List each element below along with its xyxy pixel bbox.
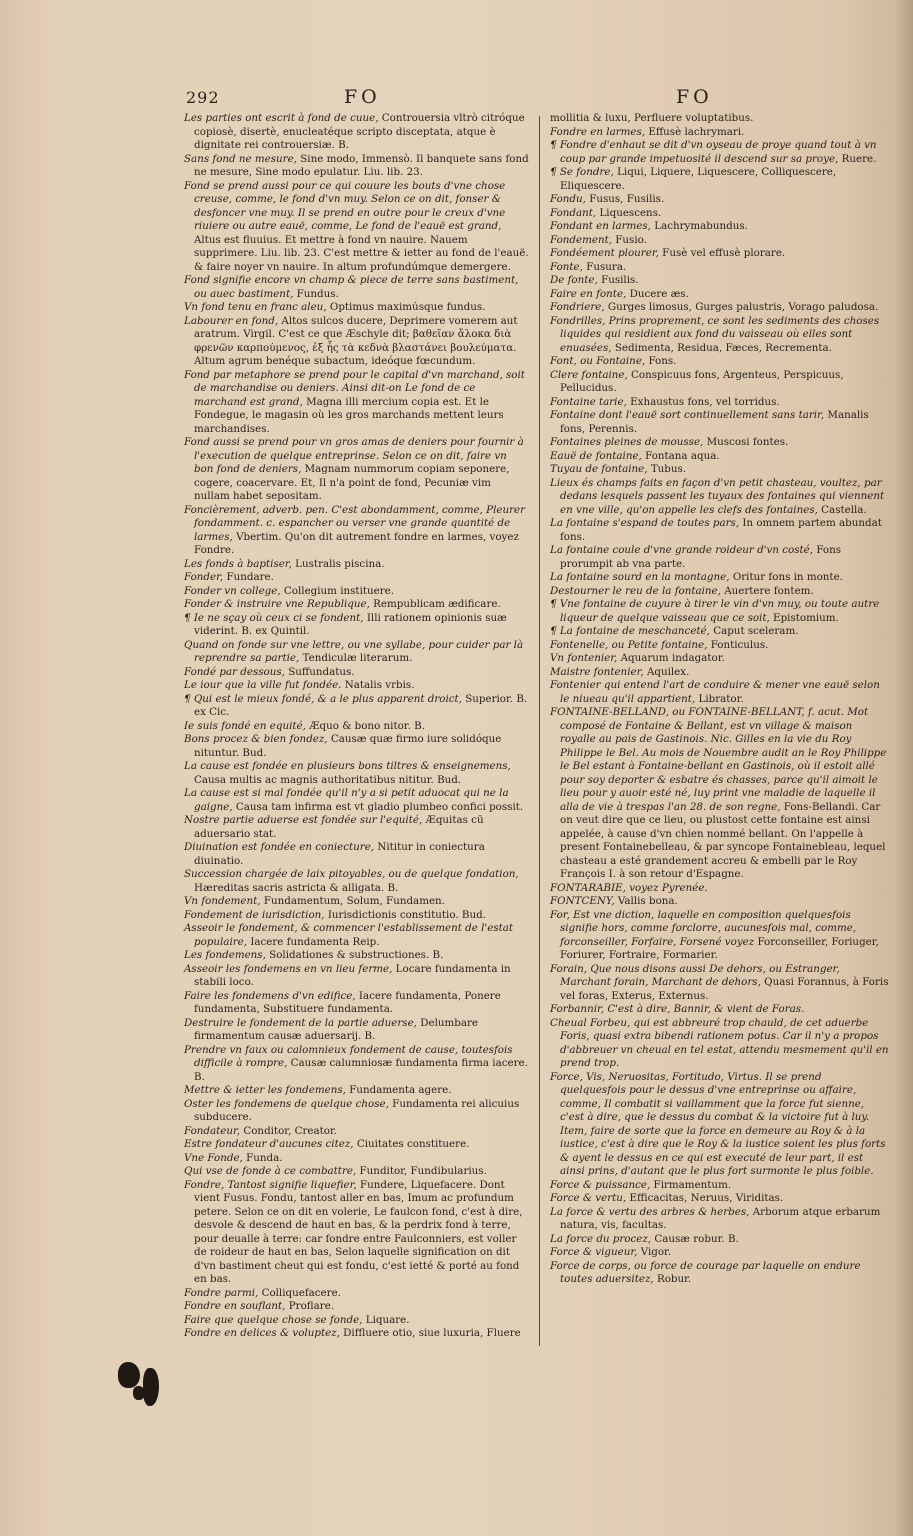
entry-french: FONTAINE-BELLAND, ou FONTAINE-BELLANT, f. acut. Mot composé de Fontaine & Bellant, est vn village & maison royalle au pais de Gastinois. Nic. Gilles en la vie du Roy Philippe le Bel. Au mois de Nouembre audit an le Roy Philippe le Bel estant à Fontaine-bellant en Gastinois, où il estoit allé pour soy deporter & esbatre és chasses, parce qu'il aimoit le lieu pour y auoir esté né, luy print vne maladie de laquelle il alla de vie à trespas l'an 28. de son regne,	[550, 706, 887, 813]
entry-french: Asseoir les fondemens en vn lieu ferme,	[184, 962, 393, 975]
entry-latin: Solidationes & substructiones. B.	[269, 949, 444, 961]
entry-latin: Conditor, Creator.	[243, 1124, 338, 1137]
entry-french: Fondé par dessous,	[184, 665, 285, 678]
entry-latin: Tendiculæ literarum.	[302, 652, 413, 664]
entry-latin: Liqui, Liquere, Liquescere, Colliquescere, Eliquescere.	[560, 166, 837, 192]
entry-french: Fondu,	[550, 193, 586, 205]
entry-latin: Magnam nummorum copiam seponere, cogere, coacervare. Et, Il n'a point de fond, Pecuniæ vim nullam habet sepositam.	[194, 463, 510, 502]
entry-latin: Epistomium.	[773, 611, 839, 624]
entry-french: La fontaine sourd en la montagne,	[550, 571, 730, 583]
entry-latin: Gurges limosus, Gurges palustris, Vorago paludosa.	[607, 301, 879, 313]
entry-french: Le iour que la ville fut fondée.	[184, 679, 342, 691]
entry-french: Force, Vis, Neruositas, Fortitudo, Virtus. Il se prend quelquesfois pour le dessus d'vne entreprinse ou affaire, comme, Il combatit si vaillamment que la force fut sienne, c'est à dire, que le dessus du combat & la victoire fut à luy. Item, faire de sorte que la force en demeure au Roy & à la iustice, c'est à dire que le Roy & la iustice soient les plus forts & ayent le dessus en ce qui est executé de leur part, il est ainsi prins, d'autant que le plus fort surmonte le plus foible.	[550, 1070, 886, 1177]
entry-latin: Fundamenta rei alicuius subducere.	[194, 1097, 520, 1123]
dictionary-entry	[184, 693, 529, 720]
entry-french: Mettre & ietter les fondemens,	[184, 1084, 346, 1096]
entry-french: ¶ Fondre d'enhaut se dit d'vn oyseau de proye quand tout à vn coup par grande impetuosité il descend sur sa proye,	[550, 139, 877, 165]
dictionary-entry	[184, 153, 529, 180]
entry-french: Fondre en souflant,	[184, 1300, 286, 1312]
dictionary-entry	[184, 679, 529, 693]
entry-french: Faire en fonte,	[550, 287, 627, 300]
entry-latin: Æquitas cū aduersario stat.	[194, 814, 484, 840]
entry-french: Estre fondateur d'aucunes citez,	[184, 1138, 354, 1150]
entry-french: Foncièrement, adverb. pen. C'est abondamment, comme, Pleurer fondamment. c. espancher ou verser vne grande quantité de larmes,	[184, 503, 526, 543]
entry-latin: Sedimenta, Residua, Fæces, Recrementa.	[614, 341, 832, 354]
dictionary-entry	[550, 396, 890, 410]
dictionary-entry	[550, 706, 890, 882]
entry-french: Fondre, Tantost signifie liquefier,	[184, 1178, 357, 1191]
entry-latin: Aquarum indagator.	[620, 652, 725, 664]
entry-french: ¶ Qui est le mieux fondé, & a le plus apparent droict,	[184, 692, 462, 705]
entry-french: Fondre parmi,	[184, 1286, 259, 1299]
entry-latin: Manalis fons, Perennis.	[560, 409, 869, 435]
dictionary-entry	[184, 274, 529, 301]
dictionary-entry	[550, 1179, 890, 1193]
entry-french: Faire les fondemens d'vn edifice,	[184, 989, 356, 1002]
entry-french: Force & puissance,	[550, 1178, 651, 1191]
entry-latin: Altos sulcos ducere, Deprimere vomerem aut aratrum. Virgil. C'est ce que Æschyle dit; βαθεῖαν ἄλοκα διὰ φρενῶν καρπούμενος, ἐξ ἧς τὰ κεδνὰ βλαστάνει βουλεύματα. Altum agrum benéque subactum, ideóque fœcundum.	[194, 314, 518, 367]
dictionary-entry	[184, 1098, 529, 1125]
entry-latin: Fundere, Liquefacere. Dont vient Fusus. Fondu, tantost aller en bas, Imum ac profundum petere. Selon ce on dit en volerie, Le faulcon fond, c'est à dire, desvole & descend de haut en bas, & la perdrix fond à terre, pour deualle à terre: car fondre entre Faulconniers, est voller de roideur de haut en bas, Selon laquelle signification on dit d'vn bastiment cheut qui est fondu, c'est ietté & porté au fond en bas.	[194, 1178, 523, 1285]
entry-french: Eauë de fontaine,	[550, 449, 642, 462]
entry-french: La fontaine s'espand de toutes pars,	[550, 517, 740, 529]
entry-latin: Optimus maximúsque fundus.	[329, 301, 486, 313]
dictionary-entry	[550, 625, 890, 639]
entry-latin: Effusè lachrymari.	[648, 125, 745, 138]
entry-latin: Diffluere otio, siue luxuria, Fluere	[343, 1327, 521, 1339]
entry-french: La force du procez,	[550, 1232, 652, 1245]
entry-latin: Conspicuus fons, Argenteus, Perspicuus, Pellucidus.	[560, 368, 844, 394]
dictionary-entry	[184, 1138, 529, 1152]
entry-french: Fondant en larmes,	[550, 220, 651, 232]
dictionary-entry	[184, 1179, 529, 1287]
entry-french: For, Est vne diction, laquelle en composition quelquesfois signifie hors, comme forclorre, aucunesfois mal, comme, forconseiller, Forfaire, Forsené voyez	[550, 908, 857, 948]
entry-latin: Altus est fluuius. Et mettre à fond vn nauire. Nauem supprimere. Liu. lib. 23. C'est mettre & ietter au fond de l'eauë. & faire noyer vn nauire. In altum profundúmque demergere.	[194, 233, 529, 273]
dictionary-entry	[550, 1017, 890, 1071]
entry-french: Fondre en delices & voluptez,	[184, 1327, 340, 1339]
entry-french: Force de corps, ou force de courage par laquelle on endure toutes aduersitez,	[550, 1259, 861, 1285]
dictionary-entry	[550, 139, 890, 166]
dictionary-entry	[550, 301, 890, 315]
entry-french: La fontaine coule d'vne grande roideur d'vn costé,	[550, 544, 814, 556]
dictionary-entry	[550, 288, 890, 302]
entry-latin: Natalis vrbis.	[344, 679, 415, 691]
entry-latin: Vallis bona.	[617, 895, 678, 907]
entry-latin: Fons prorumpit ab vna parte.	[560, 544, 842, 570]
left-column	[184, 112, 529, 1341]
entry-latin: Illi rationem opinionis suæ viderint. B. ex Quintil.	[194, 611, 507, 637]
dictionary-entry	[184, 504, 529, 558]
entry-latin: Fusè vel effusè plorare.	[662, 247, 786, 259]
dictionary-entry	[184, 733, 529, 760]
dictionary-entry	[550, 639, 890, 653]
entry-latin: Æquo & bono nitor. B.	[309, 719, 425, 732]
entry-french: Nostre partie aduerse est fondée sur l'equité,	[184, 814, 423, 826]
dictionary-entry	[184, 990, 529, 1017]
dictionary-entry	[550, 112, 890, 126]
dictionary-entry	[184, 1084, 529, 1098]
dictionary-entry	[550, 274, 890, 288]
dictionary-entry	[550, 666, 890, 680]
entry-french: Les fondemens,	[184, 949, 266, 961]
entry-latin: Ducere æs.	[629, 287, 689, 300]
dictionary-entry	[550, 1071, 890, 1179]
entry-french: Destourner le reu de la fontaine,	[550, 584, 721, 597]
dictionary-entry	[184, 436, 529, 504]
dictionary-entry	[550, 585, 890, 599]
dictionary-entry	[550, 1206, 890, 1233]
entry-latin: Forconseiller, Foriuger, Foriurer, Fortraire, Formarier.	[560, 935, 879, 961]
entry-french: Bons procez & bien fondez,	[184, 733, 328, 745]
column-divider	[539, 116, 540, 1346]
dictionary-entry	[184, 963, 529, 990]
dictionary-entry	[184, 571, 529, 585]
entry-latin: Collegium instituere.	[283, 584, 395, 597]
entry-latin: In omnem partem abundat fons.	[560, 517, 882, 543]
entry-latin: Lachrymabundus.	[654, 220, 748, 232]
dictionary-entry	[184, 112, 529, 153]
dictionary-entry	[550, 1260, 890, 1287]
entry-french: Fondre en larmes,	[550, 125, 646, 138]
dictionary-entry	[184, 760, 529, 787]
entry-latin: Causa tam infirma est vt gladio plumbeo confici possit.	[235, 800, 524, 813]
entry-latin: Fusus, Fusilis.	[589, 193, 665, 205]
entry-latin: Lustralis piscina.	[295, 557, 385, 570]
dictionary-entry	[550, 166, 890, 193]
entry-french: Fond se prend aussi pour ce qui couure les bouts d'vne chose creuse, comme, le fond d'vn muy. Selon ce on dit, fonser & desfoncer vne muy. Il se prend en outre pour le creux d'vne riuiere ou autre eauë, comme, Le fond de l'eauë est grand,	[184, 179, 506, 232]
dictionary-entry	[184, 612, 529, 639]
dictionary-entry	[184, 585, 529, 599]
dictionary-entry	[550, 544, 890, 571]
entry-latin: Aquilex.	[646, 665, 690, 678]
dictionary-entry	[184, 1044, 529, 1085]
dictionary-entry	[184, 1287, 529, 1301]
dictionary-entry	[550, 126, 890, 140]
entry-latin: Ciuitates constituere.	[356, 1138, 470, 1150]
dictionary-entry	[184, 1300, 529, 1314]
entry-french: Les fonds à baptiser,	[184, 557, 292, 570]
entry-french: Oster les fondemens de quelque chose,	[184, 1097, 389, 1110]
entry-latin: Fusilis.	[601, 274, 639, 286]
dictionary-entry	[184, 1017, 529, 1044]
dictionary-entry	[184, 720, 529, 734]
dictionary-entry	[184, 1314, 529, 1328]
entry-french: Destruire le fondement de la partie aduerse,	[184, 1016, 417, 1029]
entry-french: Fonder & instruire vne Republique,	[184, 598, 370, 610]
entry-latin: Muscosi fontes.	[706, 436, 789, 448]
entry-french: Qui vse de fonde à ce combattre,	[184, 1165, 357, 1177]
entry-latin: Quasi Forannus, à Foris vel foras, Exterus, Externus.	[560, 976, 889, 1002]
entry-latin: Fusio.	[615, 233, 647, 246]
dictionary-entry	[184, 841, 529, 868]
entry-latin: Causa multis ac magnis authoritatibus nititur. Bud.	[194, 773, 462, 786]
entry-french: Vn fontenier,	[550, 652, 618, 664]
dictionary-entry	[550, 909, 890, 963]
entry-french: Labourer en fond,	[184, 314, 279, 327]
entry-latin: Locare fundamenta in stabili loco.	[194, 962, 511, 988]
dictionary-entry	[550, 517, 890, 544]
dictionary-entry	[550, 1003, 890, 1017]
entry-latin: Ruere.	[841, 152, 877, 165]
dictionary-entry	[550, 436, 890, 450]
entry-latin: Fons-Bellandi. Car on veut dire que ce lieu, ou plustost cette fontaine est ainsi appelée, à cause d'vn chien nommé bellant. On l'appelle à present Fontainebelleau, & par syncope Fontainebleau, lequel chasteau a esté grandement accreu & embelli par le Roy François I. à son retour d'Espagne.	[560, 800, 886, 880]
dictionary-entry	[550, 355, 890, 369]
dictionary-entry	[550, 261, 890, 275]
entry-french: Fondriere,	[550, 301, 605, 313]
ink-stain	[133, 1386, 145, 1400]
entry-latin: Iacere fundamenta, Ponere fundamenta, Substituere fundamenta.	[194, 989, 501, 1015]
dictionary-entry	[550, 450, 890, 464]
entry-latin: Colliquefacere.	[261, 1286, 341, 1299]
entry-latin: Fundus.	[296, 287, 339, 300]
dictionary-entry	[184, 949, 529, 963]
dictionary-entry	[550, 571, 890, 585]
dictionary-entry	[550, 234, 890, 248]
entry-french: Fondement de iurisdiction,	[184, 908, 325, 921]
entry-latin: Hæreditas sacris astricta & alligata. B.	[194, 881, 399, 894]
entry-french: Maistre fontenier,	[550, 665, 644, 678]
entry-latin: Arborum atque erbarum natura, vis, facultas.	[560, 1205, 881, 1231]
dictionary-entry	[184, 909, 529, 923]
entry-french: ¶ La fontaine de meschanceté,	[550, 625, 710, 637]
entry-latin: Oritur fons in monte.	[732, 571, 843, 583]
entry-french: Fondéement plourer,	[550, 247, 659, 259]
entry-french: Fond aussi se prend pour vn gros amas de deniers pour fournir à l'execution de quelque entreprinse. Selon ce on dit, faire vn bon fond de deniers,	[184, 436, 524, 475]
dictionary-entry	[184, 1152, 529, 1166]
entry-french: La cause est fondée en plusieurs bons tiltres & enseignemens,	[184, 760, 511, 772]
entry-french: Diuination est fondée en coniecture,	[184, 841, 375, 853]
entry-latin: Fontana aqua.	[645, 449, 720, 462]
entry-latin: Fundamenta agere.	[349, 1084, 452, 1096]
entry-latin: Exhaustus fons, vel torridus.	[630, 395, 780, 408]
entry-latin: Vbertim. Qu'on dit autrement fondre en larmes, voyez Fondre.	[194, 530, 519, 556]
dictionary-entry	[550, 477, 890, 518]
entry-french: FONTARABIE, voyez Pyrenée.	[550, 881, 708, 894]
entry-latin: Robur.	[656, 1273, 692, 1285]
entry-french: Fontenelle, ou Petite fontaine,	[550, 638, 708, 651]
entry-latin: Nititur in coniectura diuinatio.	[194, 841, 485, 867]
entry-french: Fontaines pleines de mousse,	[550, 436, 704, 448]
entry-french: Ie suis fondé en equité,	[184, 719, 306, 732]
entry-latin: Causæ robur. B.	[654, 1232, 739, 1245]
running-head-left: FO	[344, 86, 381, 108]
entry-french: De fonte,	[550, 274, 598, 286]
entry-latin: Vigor.	[640, 1246, 672, 1258]
entry-latin: Fons.	[648, 355, 677, 367]
dictionary-entry	[550, 895, 890, 909]
dictionary-entry	[184, 558, 529, 572]
entry-latin: Causæ calumniosæ fundamenta firma iacere. B.	[194, 1057, 528, 1083]
page-edge-shadow	[895, 0, 913, 1536]
entry-french: Cheual Forbeu, qui est abbreuré trop chauld, de cet aduerbe Foris, quasi extra bibendi rationem potus. Car il n'y a propos d'abbreuer vn cheual en tel estat, attendu mesmement qu'il en prend trop.	[550, 1016, 889, 1069]
entry-french: Tuyau de fontaine,	[550, 463, 648, 475]
ink-stain	[118, 1362, 140, 1388]
entry-french: Forbannir, C'est à dire, Bannir, & vient de Foras.	[550, 1003, 805, 1015]
entry-latin: Funditor, Fundibularius.	[359, 1165, 487, 1177]
entry-french: Fonder,	[184, 571, 224, 583]
dictionary-entry	[550, 463, 890, 477]
dictionary-entry	[184, 814, 529, 841]
entry-latin: Sine modo, Immensò. Il banquete sans fond ne mesure, Sine modo epulatur. Liu. lib. 23.	[194, 152, 529, 178]
dictionary-entry	[550, 315, 890, 356]
dictionary-entry	[184, 369, 529, 437]
dictionary-entry	[184, 315, 529, 369]
entry-latin: Fonticulus.	[710, 638, 769, 651]
page-number: 292	[186, 88, 220, 107]
entry-latin: Superior. B. ex Cic.	[194, 692, 528, 718]
dictionary-entry	[550, 193, 890, 207]
entry-french: FONTCENY,	[550, 895, 615, 907]
entry-latin: Auertere fontem.	[724, 584, 814, 597]
entry-french: La force & vertu des arbres & herbes,	[550, 1205, 750, 1218]
dictionary-entry	[550, 207, 890, 221]
dictionary-entry	[550, 247, 890, 261]
dictionary-entry	[184, 301, 529, 315]
entry-latin: Liquescens.	[599, 206, 662, 219]
entry-latin: Funda.	[246, 1151, 283, 1164]
entry-french: Fonte,	[550, 260, 583, 273]
entry-latin: Iurisdictionis constitutio. Bud.	[327, 908, 486, 921]
entry-latin: Fundare.	[226, 571, 274, 583]
dictionary-entry	[550, 679, 890, 706]
entry-french: Fond signifie encore vn champ & piece de terre sans bastiment, ou auec bastiment,	[184, 274, 519, 300]
entry-french: Fond par metaphore se prend pour le capital d'vn marchand, soit de marchandise ou deniers. Ainsi dit-on Le fond de ce marchand est grand,	[184, 368, 525, 408]
dictionary-entry	[184, 666, 529, 680]
entry-french: Font, ou Fontaine,	[550, 355, 646, 367]
entry-latin: Fundamentum, Solum, Fundamen.	[263, 895, 445, 907]
entry-french: ¶ Vne fontaine de cuyure à tirer le vin d'vn muy, ou toute autre liqueur de quelque vaisseau que ce soit,	[550, 598, 880, 624]
dictionary-entry	[184, 598, 529, 612]
entry-french: Les parties ont escrit à fond de cuue,	[184, 112, 379, 124]
dictionary-entry	[184, 868, 529, 895]
entry-french: Clere fontaine,	[550, 368, 628, 381]
entry-french: Quand on fonde sur vne lettre, ou vne syllabe, pour cuider par là reprendre sa partie,	[184, 638, 524, 664]
dictionary-entry	[184, 787, 529, 814]
dictionary-entry	[550, 652, 890, 666]
entry-french: Fondateur,	[184, 1124, 241, 1137]
dictionary-entry	[184, 1125, 529, 1139]
entry-french: La cause est si mal fondée qu'il n'y a si petit aduocat qui ne la gaigne,	[184, 787, 509, 813]
entry-french: Asseoir le fondement, & commencer l'establissement de l'estat populaire,	[184, 922, 514, 948]
entry-latin: Caput sceleram.	[713, 625, 799, 637]
entry-french: Fondement,	[550, 233, 612, 246]
entry-french: Fontenier qui entend l'art de conduire & mener vne eauë selon le niueau qu'il appartient,	[550, 679, 880, 705]
entry-french: Lieux és champs faits en façon d'vn petit chasteau, voultez, par dedans lesquels passent les tuyaux des fontaines qui viennent en vne ville, qu'on appelle les clefs des fontaines,	[550, 476, 885, 516]
dictionary-entry	[550, 1246, 890, 1260]
entry-latin: Firmamentum.	[653, 1178, 732, 1191]
entry-latin: Tubus.	[650, 463, 687, 475]
entry-latin: Controuersia vltrò citróque copiosè, disertè, enucleatéque scripto disceptata, atque è dignitate rei controuersiæ. B.	[194, 112, 525, 151]
entry-latin: Liquare.	[365, 1313, 410, 1326]
ink-stain	[143, 1368, 159, 1406]
dictionary-entry	[550, 220, 890, 234]
entry-latin: Proflare.	[288, 1300, 335, 1312]
dictionary-entry	[550, 409, 890, 436]
entry-french: Faire que quelque chose se fonde,	[184, 1313, 363, 1326]
entry-latin: Causæ quæ firmo iure solidóque nituntur. Bud.	[194, 733, 502, 759]
dictionary-entry	[184, 922, 529, 949]
entry-latin: Castella.	[821, 503, 867, 516]
dictionary-entry	[184, 1327, 529, 1341]
entry-latin: Iacere fundamenta Reip.	[250, 935, 380, 948]
entry-french: Fondant,	[550, 206, 597, 219]
dictionary-entry	[550, 598, 890, 625]
dictionary-entry	[550, 1233, 890, 1247]
dictionary-entry	[184, 1165, 529, 1179]
dictionary-entry	[550, 369, 890, 396]
entry-french: Prendre vn faux ou calomnieux fondement de cause, toutesfois difficile à rompre,	[184, 1043, 513, 1069]
dictionary-entry	[550, 963, 890, 1004]
entry-french: ¶ Se fondre,	[550, 166, 614, 178]
dictionary-entry	[550, 882, 890, 896]
entry-french: Vne Fonde,	[184, 1151, 243, 1164]
entry-latin: Fusura.	[586, 260, 627, 273]
entry-french: Fonder vn college,	[184, 584, 281, 597]
entry-french: Fontaine dont l'eauë sort continuellement sans tarir,	[550, 409, 825, 421]
dictionary-entry	[184, 639, 529, 666]
entry-french: Force & vertu,	[550, 1192, 627, 1204]
entry-latin: Librator.	[698, 692, 744, 705]
entry-french: Fondrilles, Prins proprement, ce sont les sediments des choses liquides qui residient aux fond du vaisseau où elles sont enuasées,	[550, 314, 880, 354]
entry-french: Vn fond tenu en franc aleu,	[184, 301, 327, 313]
entry-latin: Rempublicam ædificare.	[373, 598, 501, 610]
entry-latin: Delumbare firmamentum causæ aduersarij. B.	[194, 1016, 479, 1042]
entry-french: Vn fondement,	[184, 895, 261, 907]
right-column	[550, 112, 890, 1287]
entry-french: Forain, Que nous disons aussi De dehors, ou Estranger, Marchant forain, Marchant de dehors,	[550, 962, 840, 988]
entry-latin: Efficacitas, Neruus, Viriditas.	[629, 1192, 784, 1204]
entry-french: Sans fond ne mesure,	[184, 152, 297, 165]
entry-latin: Magna illi mercium copia est. Et le Fondegue, le magasin où les gros marchands mettent leurs marchandises.	[194, 395, 504, 435]
entry-french: Succession chargée de laix pitoyables, ou de quelque fondation,	[184, 868, 519, 880]
dictionary-entry	[550, 1192, 890, 1206]
entry-latin: Suffundatus.	[288, 665, 355, 678]
entry-latin: mollitia & luxu, Perfluere voluptatibus.	[550, 112, 754, 124]
dictionary-entry	[184, 180, 529, 275]
entry-french: ¶ Ie ne sçay où ceux ci se fondent,	[184, 611, 364, 624]
entry-french: Fontaine tarie,	[550, 395, 627, 408]
entry-french: Force & vigueur,	[550, 1246, 638, 1258]
dictionary-entry	[184, 895, 529, 909]
running-head-right: FO	[676, 86, 713, 108]
